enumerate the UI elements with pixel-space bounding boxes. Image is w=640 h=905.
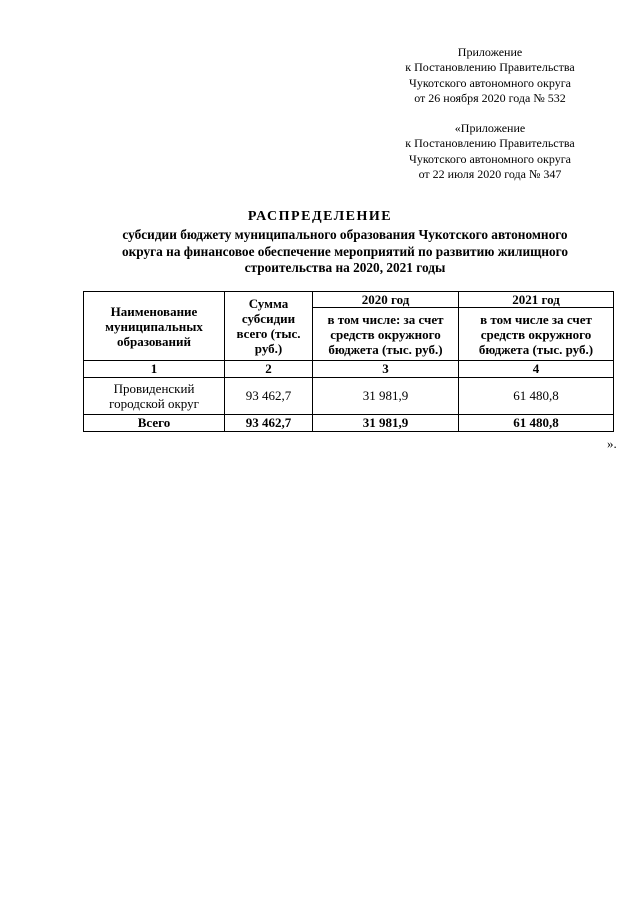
appendix-line: «Приложение [454,121,526,135]
appendix-line: Приложение [457,45,523,59]
table-row [84,378,614,415]
cell-total-subsidy: 93 462,7 [225,415,313,432]
cell-municipality-name: Провиденский городской округ [84,378,225,415]
header-subsidy-total: Сумма субсидии всего (тыс. руб.) [225,292,313,361]
appendix-line: к Постановлению Правительства [405,136,575,151]
appendix-line: к Постановлению Правительства [405,60,575,75]
subtitle-line: округа на финансовое обеспечение мероприятий по развитию жилищного [121,243,569,259]
subtitle-line: субсидии бюджету муниципального образования Чукотского автономного [122,227,568,242]
distribution-table [83,291,614,432]
document-title: РАСПРЕДЕЛЕНИЕ [247,209,393,224]
closing-quote-mark: ». [607,436,617,451]
appendix-line: Чукотского автономного округа [409,151,571,166]
cell-total-label: Всего [84,415,225,432]
cell-2020-amount: 31 981,9 [313,378,459,415]
header-2021-sub: в том числе за счет средств окружного бюджета (тыс. руб.) [459,308,614,361]
header-municipality: Наименование муниципальных образований [84,292,225,361]
header-year-2020: 2020 год [313,292,459,308]
column-number: 1 [84,361,225,378]
cell-subsidy-total: 93 462,7 [225,378,313,415]
appendix-line: от 22 июля 2020 года № 347 [418,167,562,182]
column-number: 3 [313,361,459,378]
document-subtitle [75,227,615,277]
appendix-line: Чукотского автономного округа [409,75,571,90]
cell-total-2020: 31 981,9 [313,415,459,432]
appendix-current-block [380,45,600,107]
subtitle-line: строительства на 2020, 2021 годы [244,260,446,275]
appendix-original-block [380,121,600,183]
header-year-2021: 2021 год [459,292,614,308]
header-2020-sub: в том числе: за счет средств окружного бюджета (тыс. руб.) [313,308,459,361]
column-number: 2 [225,361,313,378]
cell-2021-amount: 61 480,8 [459,378,614,415]
appendix-line: от 26 ноября 2020 года № 532 [414,91,566,106]
column-number: 4 [459,361,614,378]
table-total-row [84,415,614,432]
cell-total-2021: 61 480,8 [459,415,614,432]
